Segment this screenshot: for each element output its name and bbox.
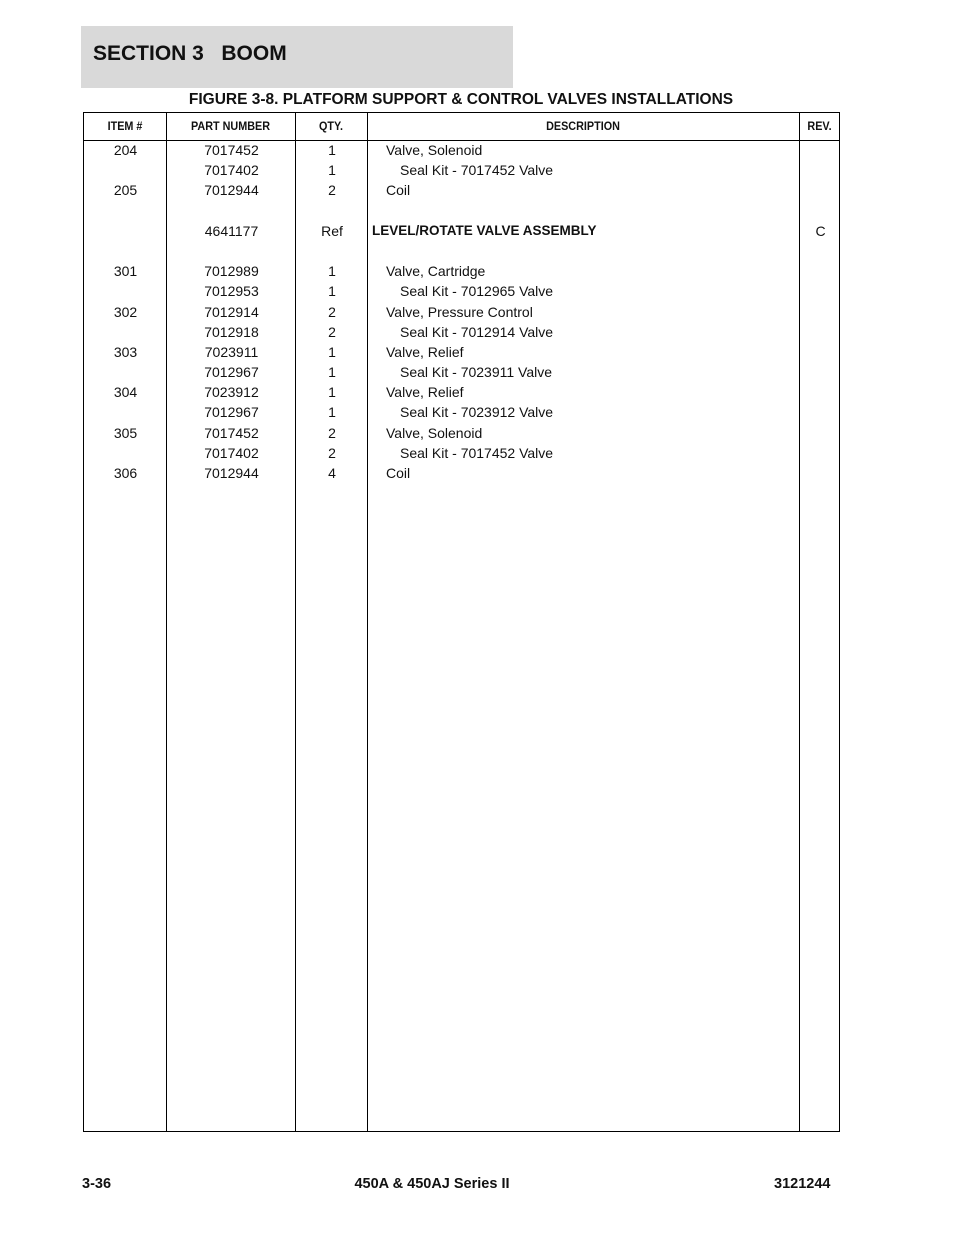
part-number-cell: 7012914 xyxy=(204,303,259,320)
table-row xyxy=(84,160,839,180)
description-cell: Valve, Cartridge xyxy=(386,263,486,280)
table-row xyxy=(84,342,839,362)
header-rev: REV. xyxy=(807,119,832,133)
description-cell: Valve, Solenoid xyxy=(386,424,483,441)
part-number-cell: 7017402 xyxy=(204,444,259,461)
description-cell: Seal Kit - 7017452 Valve xyxy=(400,444,554,461)
table-spacer-row xyxy=(84,201,839,221)
qty-cell: 2 xyxy=(328,444,336,461)
description-cell: Valve, Solenoid xyxy=(386,142,483,158)
qty-cell: 2 xyxy=(328,424,336,441)
part-number-cell: 4641177 xyxy=(204,222,259,239)
part-number-cell: 7012944 xyxy=(204,465,259,481)
description-cell: Coil xyxy=(386,182,411,199)
qty-cell: 2 xyxy=(328,182,336,199)
table-row xyxy=(84,362,839,382)
table-row xyxy=(84,322,839,342)
table-row xyxy=(84,423,839,443)
table-body xyxy=(84,140,839,483)
qty-cell: 2 xyxy=(328,323,336,340)
item-cell: 204 xyxy=(113,142,138,158)
part-number-cell: 7012989 xyxy=(204,263,259,280)
item-cell: 304 xyxy=(113,384,138,401)
part-number-cell: 7012944 xyxy=(204,182,259,199)
document-number: 3121244 xyxy=(774,1176,831,1192)
figure-title: FIGURE 3-8. PLATFORM SUPPORT & CONTROL VALVES INSTALLATIONS xyxy=(188,91,734,108)
description-cell: Coil xyxy=(386,465,411,481)
table-row xyxy=(84,221,839,241)
description-cell: Valve, Relief xyxy=(386,343,464,360)
description-cell: Seal Kit - 7012914 Valve xyxy=(400,323,554,340)
qty-cell: 1 xyxy=(328,142,336,158)
part-number-cell: 7023911 xyxy=(204,343,259,360)
part-number-cell: 7017452 xyxy=(204,424,259,441)
description-cell: Seal Kit - 7017452 Valve xyxy=(400,162,554,179)
part-number-cell: 7012967 xyxy=(204,404,259,421)
description-cell: Seal Kit - 7023911 Valve xyxy=(400,364,553,381)
description-cell: Valve, Relief xyxy=(386,384,464,401)
qty-cell: 1 xyxy=(328,263,336,280)
item-cell: 305 xyxy=(113,424,138,441)
section-title: SECTION 3 BOOM xyxy=(93,42,287,65)
qty-cell: 1 xyxy=(328,364,336,381)
part-number-cell: 7017452 xyxy=(204,142,259,158)
description-cell: Seal Kit - 7023912 Valve xyxy=(400,404,554,421)
qty-cell: Ref xyxy=(321,222,343,239)
table-row xyxy=(84,261,839,281)
qty-cell: 1 xyxy=(328,343,336,360)
item-cell: 205 xyxy=(113,182,138,199)
header-item: ITEM # xyxy=(107,119,143,133)
table-row xyxy=(84,302,839,322)
model-name: 450A & 450AJ Series II xyxy=(354,1176,510,1192)
item-cell: 302 xyxy=(113,303,138,320)
qty-cell: 2 xyxy=(328,303,336,320)
table-row xyxy=(84,180,839,200)
section-banner xyxy=(81,26,513,88)
part-number-cell: 7012967 xyxy=(204,364,259,381)
parts-table xyxy=(83,112,840,1132)
table-row xyxy=(84,140,839,160)
page-number: 3-36 xyxy=(82,1176,112,1192)
part-number-cell: 7017402 xyxy=(204,162,259,179)
part-number-cell: 7012953 xyxy=(204,283,259,300)
qty-cell: 1 xyxy=(328,162,336,179)
header-qty: QTY. xyxy=(318,119,343,133)
part-number-cell: 7012918 xyxy=(204,323,259,340)
qty-cell: 4 xyxy=(328,465,336,481)
description-cell: Valve, Pressure Control xyxy=(386,303,533,320)
table-spacer-row xyxy=(84,241,839,261)
item-cell: 301 xyxy=(113,263,138,280)
item-cell: 303 xyxy=(113,343,138,360)
table-row xyxy=(84,281,839,301)
rev-cell: C xyxy=(815,222,826,239)
qty-cell: 1 xyxy=(328,283,336,300)
qty-cell: 1 xyxy=(328,384,336,401)
qty-cell: 1 xyxy=(328,404,336,421)
header-part-number: PART NUMBER xyxy=(190,119,271,133)
part-number-cell: 7023912 xyxy=(204,384,259,401)
header-description: DESCRIPTION xyxy=(546,119,620,133)
table-row xyxy=(84,402,839,422)
table-row xyxy=(84,463,839,483)
description-cell: LEVEL/ROTATE VALVE ASSEMBLY xyxy=(372,222,597,238)
item-cell: 306 xyxy=(113,465,138,481)
description-cell: Seal Kit - 7012965 Valve xyxy=(400,283,554,300)
table-row xyxy=(84,382,839,402)
table-row xyxy=(84,443,839,463)
